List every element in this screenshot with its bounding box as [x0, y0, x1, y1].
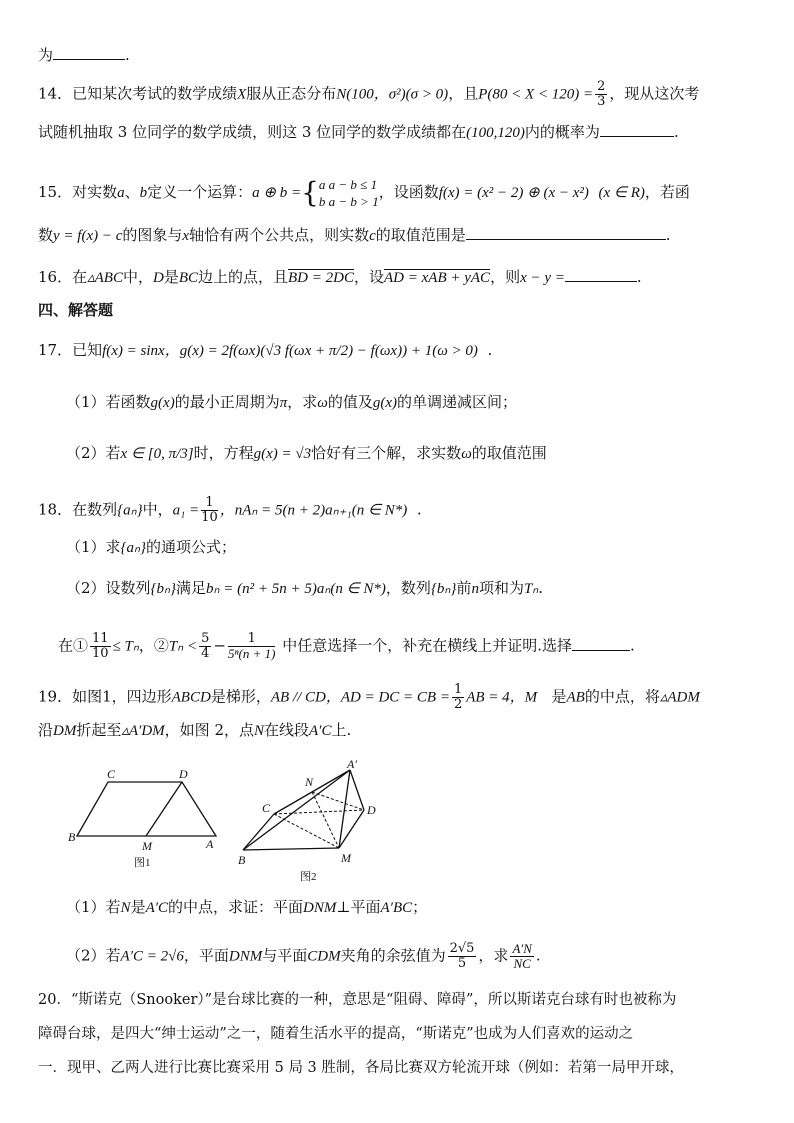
question-19-part1: （1）若N是A′C的中点，求证：平面DNM⊥平面A′BC； — [66, 898, 428, 916]
q13-tail: 为 . — [38, 46, 130, 64]
figure-1-trapezoid — [68, 767, 216, 869]
segment-dm — [339, 810, 364, 848]
answer-blank[interactable] — [466, 225, 666, 240]
figure-2-caption: 图2 — [300, 871, 317, 883]
question-20-line1: 20．“斯诺克（Snooker）”是台球比赛的一种，意思是“阻碍、障碍”，所以斯诺克台球有时也被称为 — [38, 992, 677, 1008]
question-20-line3: 一．现甲、乙两人进行比赛比赛采用 5 局 3 胜制，各局比赛双方轮流开球（例如：若第一局甲开球， — [38, 1060, 684, 1076]
point-label-b: B — [238, 853, 246, 867]
segment-cd-hidden — [274, 810, 364, 814]
fraction: $\frac{1}{10}$ — [201, 495, 218, 525]
question-18-part1: （1）求{aₙ}的通项公式； — [66, 538, 237, 556]
answer-blank[interactable] — [565, 267, 637, 282]
fraction: $\frac{11}{10}$ — [92, 631, 109, 661]
answer-blank[interactable] — [53, 45, 125, 60]
segment-bm — [243, 848, 339, 850]
fraction: $\frac{2√5}{5}$ — [449, 941, 475, 971]
point-label-a: A — [206, 837, 214, 851]
fraction: $\frac{1}{\text{5ⁿ(n + 1)}}$ — [227, 631, 276, 661]
fraction: $\frac{5}{4}$ — [201, 631, 210, 661]
point-label-b: B — [68, 830, 76, 844]
point-label-n: N — [305, 775, 314, 789]
point-label-a-prime: A′ — [347, 758, 357, 771]
piecewise-cases: a a − b ≤ 1 b a − b > 1 — [318, 177, 379, 209]
question-17-part1: （1）若函数g(x)的最小正周期为π，求ω的值及g(x)的单调递减区间； — [66, 393, 518, 411]
geometry-figures — [60, 758, 400, 886]
fraction: $\frac{1}{2}$ — [453, 682, 463, 712]
figure-2-folded — [238, 758, 376, 883]
question-19-part2: （2）若A′C = 2√6，平面DNM与平面CDM夹角的余弦值为 $\frac{2√5}{5}$ ，求 $\frac{A'N}{NC}$ . — [66, 941, 541, 971]
point-label-c: C — [107, 767, 116, 781]
point-label-d: D — [367, 803, 376, 817]
trapezoid-abcd — [77, 782, 216, 836]
question-15-line2: 数y = f(x) − c的图象与x轴恰有两个公共点，则实数c的取值范围是 . — [38, 226, 671, 244]
segment-dm — [146, 782, 182, 836]
segment-cm-hidden — [274, 814, 339, 848]
point-label-c: C — [262, 801, 271, 815]
question-16: 16．在▵ABC中，D是BC边上的点，且BD = 2DC，设AD = xAB + yAC，则x − y = . — [38, 268, 642, 286]
fraction: $\frac{A'N}{NC}$ — [512, 941, 532, 971]
question-19-line2: 沿DM折起至▵A′DM，如图 2，点N在线段A′C上. — [38, 721, 352, 739]
figure-1-caption: 图1 — [134, 857, 151, 869]
question-14-line1: 14．已知某次考试的数学成绩X服从正态分布N(100，σ²)(σ > 0)，且P(80 < X < 120) = $\frac{2}{3}$ ，现从这次考 — [38, 79, 700, 109]
question-18: 18．在数列{aₙ}中，a₁ = $\frac{1}{10}$ ，nAₙ = 5(n + 2)aₙ₊₁(n ∈ N*) . — [38, 495, 422, 525]
answer-blank[interactable] — [572, 636, 630, 651]
segment-nm-hidden — [312, 792, 339, 848]
point-label-d: D — [179, 767, 188, 781]
question-15-line1: 15．对实数a、b定义一个运算：a ⊕ b ={ a a − b ≤ 1 b a − b > 1 ，设函数f(x) = (x² − 2) ⊕ (x − x²) (x ∈ R)，若函 — [38, 176, 690, 209]
question-14-line2: 试随机抽取 3 位同学的数学成绩，则这 3 位同学的数学成绩都在(100,120)内的概率为 . — [38, 123, 679, 141]
section-heading: 四、解答题 — [38, 301, 114, 319]
segment-ad — [350, 770, 364, 810]
question-18-choice: 在① $\frac{11}{10}$ ≤ Tₙ，②Tₙ < $\frac{5}{4}$ − $\frac{1}{\text{5ⁿ(n + 1)}}$ 中任意选择一个，补充在横线上并证明.选择 . — [58, 631, 635, 661]
point-label-m: M — [142, 839, 152, 853]
point-label-m: M — [341, 851, 351, 865]
question-19-line1: 19．如图1，四边形ABCD是梯形，AB // CD，AD = DC = CB = $\frac{1}{2}$ AB = 4，M 是AB的中点，将▵ADM — [38, 682, 700, 712]
segment-am — [339, 770, 350, 848]
answer-blank[interactable] — [600, 122, 674, 137]
segment-bc — [243, 814, 274, 850]
question-17: 17．已知f(x) = sinx，g(x) = 2f(ωx)(√3 f(ωx + π/2) − f(ωx)) + 1(ω > 0) . — [38, 341, 493, 359]
question-18-part2: （2）设数列{bₙ}满足bₙ = (n² + 5n + 5)aₙ(n ∈ N*)，数列{bₙ}前n项和为Tₙ. — [66, 579, 544, 597]
fraction: $\frac{2}{3}$ — [597, 79, 606, 109]
question-17-part2: （2）若x ∈ [0, π/3]时，方程g(x) = √3恰好有三个解，求实数ω的取值范围 — [66, 444, 547, 462]
question-20-line2: 障碍台球，是四大“绅士运动”之一，随着生活水平的提高，“斯诺克”也成为人们喜欢的运动之 — [38, 1026, 634, 1042]
